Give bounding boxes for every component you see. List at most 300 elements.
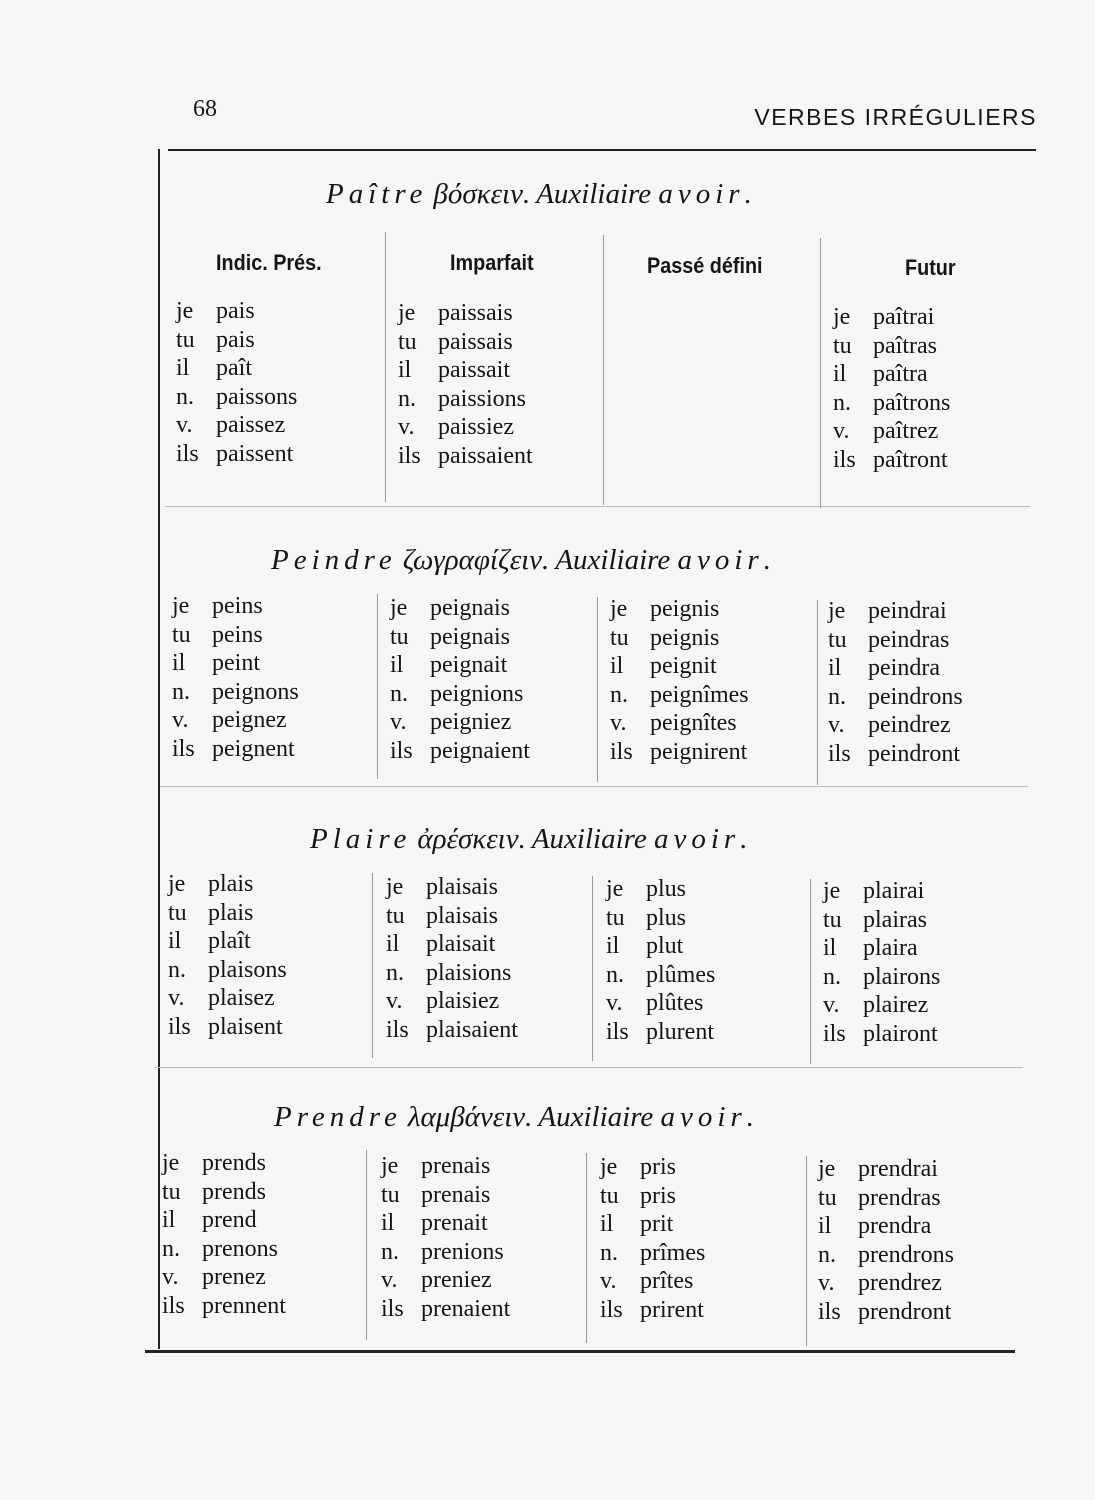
pronoun: je — [172, 593, 190, 619]
conjugation-row — [168, 870, 287, 899]
pronoun: il — [168, 928, 182, 955]
vline — [385, 232, 386, 502]
pronoun: il — [386, 931, 400, 958]
section-separator — [155, 1067, 1023, 1068]
conjugation-row — [818, 1155, 954, 1184]
pronoun: il — [398, 357, 412, 384]
conjugation-row — [823, 991, 940, 1020]
conjugation-row — [828, 597, 963, 626]
verb-form: peindrez — [868, 712, 951, 739]
verb-form: plurent — [646, 1018, 714, 1045]
verb-form: preniez — [421, 1267, 492, 1294]
pronoun: v. — [833, 418, 850, 445]
pronoun: ils — [168, 1013, 191, 1040]
pronoun: je — [168, 871, 186, 897]
conjugation-row — [610, 738, 749, 767]
verb-form: prenait — [421, 1210, 488, 1237]
pronoun: ils — [172, 735, 195, 762]
verb-form: paîtras — [873, 332, 937, 359]
pronoun: v. — [176, 412, 193, 439]
verb-form: prends — [202, 1150, 266, 1176]
pronoun: il — [610, 653, 624, 680]
verb-form: peignîtes — [650, 710, 737, 737]
conjugation-row — [606, 961, 715, 990]
pronoun: je — [600, 1154, 618, 1180]
conjugation-row — [828, 683, 963, 712]
verb-form: prîtes — [640, 1268, 694, 1295]
section-separator — [165, 506, 1030, 507]
verb-form: prenez — [202, 1264, 266, 1291]
conjugation-row — [828, 654, 963, 683]
conjugation-list — [176, 297, 297, 469]
conjugation-row — [833, 389, 950, 418]
verb-form: pris — [640, 1154, 676, 1180]
conjugation-row — [162, 1178, 286, 1207]
verb-form: plais — [208, 899, 254, 926]
conjugation-row — [833, 446, 950, 475]
verb-form: paissiez — [438, 414, 514, 441]
conjugation-row — [833, 417, 950, 446]
verb-title: Peindre ζωγραφίζειν. Auxiliaire avoir. — [271, 544, 771, 576]
pronoun: n. — [606, 961, 624, 988]
verb-form: prennent — [202, 1292, 286, 1319]
pronoun: tu — [381, 1181, 400, 1208]
pronoun: je — [828, 598, 846, 624]
verb-form: paissait — [438, 357, 510, 384]
conjugation-row — [823, 906, 940, 935]
vline — [603, 235, 604, 505]
pronoun: il — [606, 933, 620, 960]
verb-form: peignions — [430, 680, 524, 707]
verb-form: paît — [216, 355, 252, 382]
conjugation-list — [390, 594, 530, 766]
vline — [372, 873, 373, 1058]
pronoun: n. — [398, 385, 416, 412]
pronoun: ils — [818, 1298, 841, 1325]
conjugation-row — [606, 1018, 715, 1047]
conjugation-row — [386, 1016, 518, 1045]
pronoun: je — [610, 596, 628, 622]
conjugation-row — [162, 1206, 286, 1235]
pronoun: tu — [833, 332, 852, 359]
conjugation-row — [818, 1212, 954, 1241]
conjugation-row — [600, 1182, 705, 1211]
verb-form: plairons — [863, 963, 941, 990]
conjugation-list — [833, 303, 950, 475]
pronoun: tu — [818, 1184, 837, 1211]
verb-form: plaisons — [208, 956, 287, 983]
verb-form: peindra — [868, 655, 940, 682]
verb-form: prenons — [202, 1235, 278, 1262]
verb-form: peindrons — [868, 683, 963, 710]
conjugation-list — [386, 873, 518, 1045]
pronoun: n. — [386, 959, 404, 986]
verb-form: peindras — [868, 626, 950, 653]
pronoun: je — [386, 874, 404, 900]
pronoun: il — [833, 361, 847, 388]
pronoun: ils — [162, 1292, 185, 1319]
pronoun: il — [600, 1211, 614, 1238]
conjugation-row — [162, 1235, 286, 1264]
verb-form: paissaient — [438, 442, 533, 469]
verb-form: paissais — [438, 328, 513, 355]
conjugation-list — [398, 299, 533, 471]
verb-form: paîtra — [873, 361, 928, 388]
verb-form: prendrez — [858, 1270, 942, 1297]
pronoun: ils — [610, 738, 633, 765]
conjugation-row — [833, 303, 950, 332]
verb-form: pais — [216, 326, 255, 353]
conjugation-row — [172, 678, 299, 707]
pronoun: il — [162, 1207, 176, 1234]
conjugation-row — [823, 877, 940, 906]
conjugation-row — [828, 711, 963, 740]
verb-form: plaira — [863, 935, 918, 962]
conjugation-row — [398, 356, 533, 385]
conjugation-row — [390, 594, 530, 623]
conjugation-row — [176, 411, 297, 440]
verb-form: plairas — [863, 906, 927, 933]
verb-form: peignirent — [650, 738, 748, 765]
pronoun: n. — [172, 678, 190, 705]
pronoun: ils — [600, 1296, 623, 1323]
vline — [586, 1153, 587, 1343]
conjugation-row — [176, 297, 297, 326]
conjugation-row — [176, 440, 297, 469]
verb-form: plaisait — [426, 931, 496, 958]
conjugation-row — [600, 1239, 705, 1268]
pronoun: n. — [818, 1241, 836, 1268]
pronoun: ils — [386, 1016, 409, 1043]
page-number: 68 — [193, 96, 217, 122]
conjugation-row — [398, 442, 533, 471]
verb-form: peint — [212, 650, 260, 677]
pronoun: v. — [600, 1268, 617, 1295]
conjugation-row — [606, 875, 715, 904]
conjugation-row — [168, 927, 287, 956]
conjugation-row — [162, 1149, 286, 1178]
verb-form: plais — [208, 871, 254, 897]
conjugation-row — [162, 1292, 286, 1321]
conjugation-row — [172, 592, 299, 621]
pronoun: n. — [162, 1235, 180, 1262]
pronoun: tu — [172, 621, 191, 648]
vline — [597, 597, 598, 782]
conjugation-list — [600, 1153, 705, 1325]
vline — [810, 879, 811, 1064]
conjugation-row — [823, 934, 940, 963]
verb-form: prends — [202, 1178, 266, 1205]
conjugation-row — [390, 737, 530, 766]
verb-form: paîtrez — [873, 418, 939, 445]
pronoun: il — [818, 1213, 832, 1240]
pronoun: je — [823, 878, 841, 904]
conjugation-row — [610, 652, 749, 681]
verb-form: prirent — [640, 1296, 704, 1323]
conjugation-row — [176, 354, 297, 383]
pronoun: v. — [381, 1267, 398, 1294]
column-header-indic-pres: Indic. Prés. — [216, 250, 322, 275]
pronoun: v. — [162, 1264, 179, 1291]
pronoun: ils — [398, 442, 421, 469]
verb-form: prenais — [421, 1181, 491, 1208]
conjugation-list — [823, 877, 940, 1049]
section-separator — [160, 786, 1028, 787]
verb-form: prend — [202, 1207, 257, 1234]
column-header-imparfait: Imparfait — [450, 250, 534, 275]
conjugation-row — [381, 1181, 510, 1210]
verb-form: paissions — [438, 385, 527, 412]
conjugation-row — [610, 709, 749, 738]
pronoun: v. — [168, 985, 185, 1012]
pronoun: je — [818, 1156, 836, 1182]
conjugation-row — [381, 1152, 510, 1181]
conjugation-row — [610, 595, 749, 624]
verb-form: plus — [646, 876, 687, 902]
pronoun: n. — [390, 680, 408, 707]
conjugation-row — [818, 1269, 954, 1298]
conjugation-row — [823, 963, 940, 992]
verb-form: plûtes — [646, 990, 704, 1017]
verb-form: peignaient — [430, 737, 530, 764]
pronoun: v. — [606, 990, 623, 1017]
frame-left-rule — [158, 149, 160, 1349]
verb-form: prenais — [421, 1153, 491, 1179]
pronoun: v. — [823, 992, 840, 1019]
conjugation-row — [398, 385, 533, 414]
verb-form: peignîmes — [650, 681, 749, 708]
pronoun: tu — [398, 328, 417, 355]
conjugation-row — [818, 1184, 954, 1213]
pronoun: v. — [610, 710, 627, 737]
pronoun: v. — [818, 1270, 835, 1297]
vline — [377, 594, 378, 779]
verb-form: plairai — [863, 878, 925, 904]
pronoun: ils — [823, 1020, 846, 1047]
conjugation-row — [610, 681, 749, 710]
pronoun: je — [176, 298, 194, 324]
pronoun: n. — [168, 956, 186, 983]
verb-form: plaisions — [426, 959, 512, 986]
verb-form: peignit — [650, 653, 717, 680]
pronoun: tu — [600, 1182, 619, 1209]
verb-form: paîtront — [873, 446, 948, 473]
running-head: VERBES IRRÉGULIERS — [754, 104, 1037, 130]
frame-bottom-rule — [145, 1350, 1015, 1353]
conjugation-row — [381, 1209, 510, 1238]
conjugation-list — [168, 870, 287, 1042]
conjugation-row — [381, 1238, 510, 1267]
conjugation-row — [833, 360, 950, 389]
conjugation-row — [172, 649, 299, 678]
column-header-passe-defini: Passé défini — [647, 253, 763, 278]
verb-form: peindrai — [868, 598, 947, 624]
pronoun: ils — [176, 440, 199, 467]
pronoun: je — [398, 300, 416, 326]
pronoun: il — [390, 652, 404, 679]
verb-form: peignent — [212, 735, 295, 762]
pronoun: n. — [823, 963, 841, 990]
verb-form: plaisais — [426, 902, 498, 929]
verb-title: Plaire ἀρέσκειν. Auxiliaire avoir. — [310, 823, 748, 855]
conjugation-list — [606, 875, 715, 1047]
pronoun: tu — [386, 902, 405, 929]
verb-form: prendront — [858, 1298, 952, 1325]
verb-form: paîtrai — [873, 304, 935, 330]
conjugation-row — [168, 984, 287, 1013]
vline — [806, 1156, 807, 1346]
conjugation-row — [172, 621, 299, 650]
conjugation-row — [176, 326, 297, 355]
verb-form: paissais — [438, 300, 513, 326]
conjugation-list — [381, 1152, 510, 1324]
verb-form: peigniez — [430, 709, 512, 736]
pronoun: je — [833, 304, 851, 330]
verb-form: peignis — [650, 624, 720, 651]
pronoun: tu — [176, 326, 195, 353]
verb-form: paissez — [216, 412, 286, 439]
verb-form: peignis — [650, 596, 720, 622]
conjugation-row — [168, 899, 287, 928]
conjugation-row — [390, 651, 530, 680]
conjugation-row — [386, 902, 518, 931]
conjugation-row — [828, 740, 963, 769]
vline — [817, 600, 818, 785]
pronoun: je — [381, 1153, 399, 1179]
conjugation-row — [833, 332, 950, 361]
conjugation-row — [600, 1210, 705, 1239]
conjugation-row — [390, 623, 530, 652]
pronoun: tu — [606, 904, 625, 931]
pronoun: v. — [386, 988, 403, 1015]
conjugation-row — [610, 624, 749, 653]
verb-title: Prendre λαμβάνειν. Auxiliaire avoir. — [274, 1101, 754, 1133]
vline — [592, 876, 593, 1061]
pronoun: ils — [606, 1018, 629, 1045]
verb-form: pris — [640, 1182, 676, 1209]
pronoun: je — [390, 595, 408, 621]
pronoun: il — [176, 355, 190, 382]
verb-form: prendrai — [858, 1156, 938, 1182]
pronoun: il — [381, 1210, 395, 1237]
conjugation-row — [390, 708, 530, 737]
conjugation-list — [162, 1149, 286, 1321]
pronoun: tu — [610, 624, 629, 651]
conjugation-row — [390, 680, 530, 709]
pronoun: ils — [390, 737, 413, 764]
conjugation-row — [606, 932, 715, 961]
verb-form: prenions — [421, 1238, 504, 1265]
verb-form: peignez — [212, 707, 287, 734]
conjugation-row — [168, 1013, 287, 1042]
conjugation-list — [818, 1155, 954, 1327]
pronoun: v. — [398, 414, 415, 441]
pronoun: v. — [172, 707, 189, 734]
conjugation-row — [398, 328, 533, 357]
verb-form: plairont — [863, 1020, 938, 1047]
pronoun: il — [823, 935, 837, 962]
verb-form: pais — [216, 298, 255, 324]
verb-form: peins — [212, 621, 263, 648]
verb-form: prenaient — [421, 1295, 511, 1322]
verb-form: prendrons — [858, 1241, 954, 1268]
verb-form: peignait — [430, 652, 508, 679]
verb-form: plûmes — [646, 961, 716, 988]
conjugation-list — [610, 595, 749, 767]
pronoun: ils — [833, 446, 856, 473]
pronoun: je — [162, 1150, 180, 1176]
conjugation-list — [172, 592, 299, 764]
verb-form: peignais — [430, 595, 510, 621]
verb-form: plaisent — [208, 1013, 283, 1040]
conjugation-row — [176, 383, 297, 412]
verb-form: plut — [646, 933, 684, 960]
conjugation-row — [818, 1298, 954, 1327]
conjugation-row — [398, 299, 533, 328]
conjugation-row — [398, 413, 533, 442]
pronoun: ils — [828, 740, 851, 767]
pronoun: tu — [162, 1178, 181, 1205]
verb-form: peignons — [212, 678, 299, 705]
conjugation-row — [600, 1267, 705, 1296]
frame-top-rule — [168, 149, 1036, 151]
verb-form: peignais — [430, 623, 510, 650]
conjugation-row — [386, 987, 518, 1016]
pronoun: tu — [168, 899, 187, 926]
verb-form: plaisiez — [426, 988, 500, 1015]
column-header-futur: Futur — [905, 255, 956, 280]
verb-form: prendra — [858, 1213, 932, 1240]
pronoun: tu — [390, 623, 409, 650]
pronoun: ils — [381, 1295, 404, 1322]
pronoun: il — [828, 655, 842, 682]
pronoun: je — [606, 876, 624, 902]
verb-form: prîmes — [640, 1239, 706, 1266]
conjugation-row — [600, 1296, 705, 1325]
conjugation-list — [828, 597, 963, 769]
pronoun: tu — [828, 626, 847, 653]
verb-form: paissons — [216, 383, 298, 410]
conjugation-row — [172, 706, 299, 735]
conjugation-row — [600, 1153, 705, 1182]
verb-form: peins — [212, 593, 263, 619]
verb-form: plairez — [863, 992, 929, 1019]
verb-form: peindront — [868, 740, 960, 767]
pronoun: v. — [390, 709, 407, 736]
verb-form: plaît — [208, 928, 251, 955]
verb-form: paîtrons — [873, 389, 951, 416]
conjugation-row — [823, 1020, 940, 1049]
pronoun: v. — [828, 712, 845, 739]
verb-title: Paître βόσκειν. Auxiliaire avoir. — [326, 178, 752, 210]
verb-form: plaisais — [426, 874, 498, 900]
verb-form: plaisaient — [426, 1016, 518, 1043]
conjugation-row — [828, 626, 963, 655]
conjugation-row — [386, 873, 518, 902]
pronoun: tu — [823, 906, 842, 933]
pronoun: n. — [176, 383, 194, 410]
conjugation-row — [381, 1266, 510, 1295]
pronoun: n. — [600, 1239, 618, 1266]
conjugation-row — [172, 735, 299, 764]
conjugation-row — [381, 1295, 510, 1324]
verb-form: paissent — [216, 440, 294, 467]
pronoun: n. — [833, 389, 851, 416]
conjugation-row — [386, 959, 518, 988]
verb-form: plaisez — [208, 985, 275, 1012]
conjugation-row — [818, 1241, 954, 1270]
conjugation-row — [386, 930, 518, 959]
